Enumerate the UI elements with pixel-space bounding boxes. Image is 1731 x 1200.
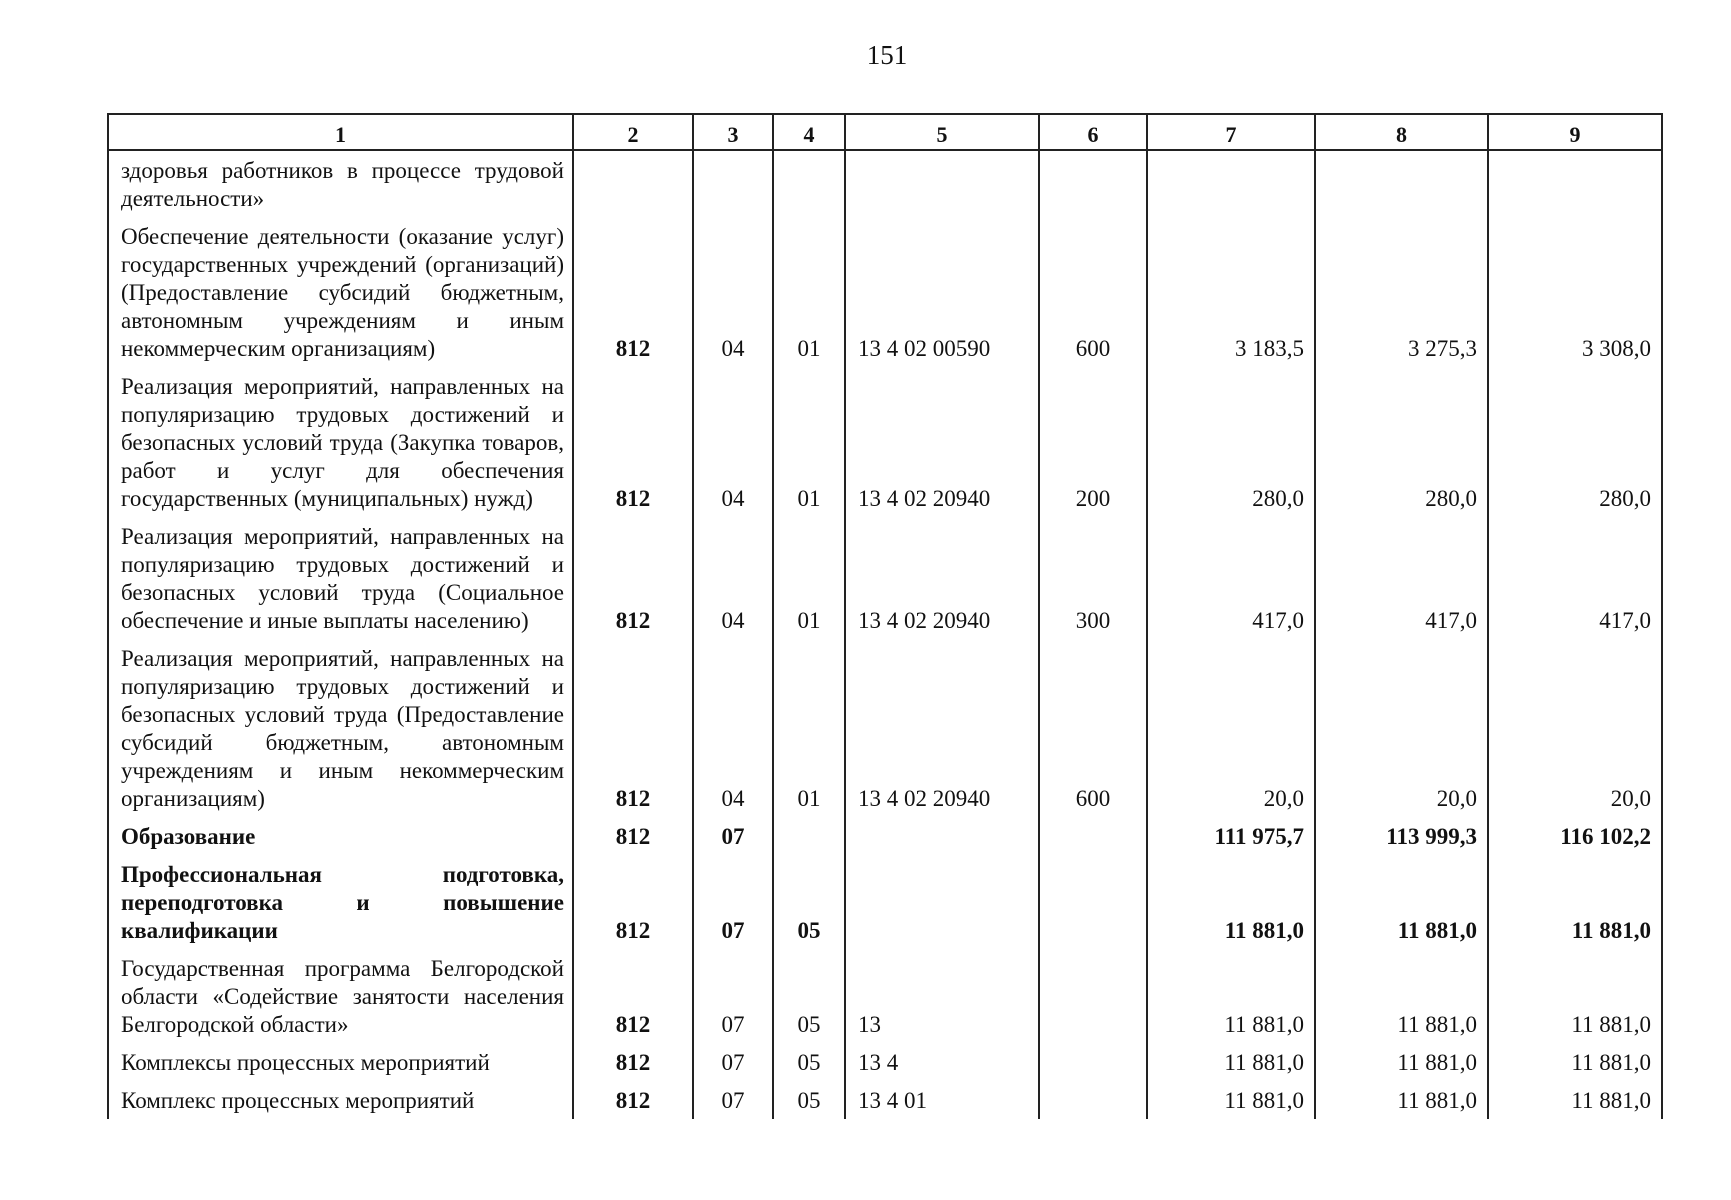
row-description: Комплекс процессных мероприятий bbox=[108, 1081, 573, 1119]
subsection-code: 01 bbox=[773, 217, 845, 367]
amount-year-1: 11 881,0 bbox=[1147, 855, 1315, 949]
amount-year-1: 11 881,0 bbox=[1147, 1043, 1315, 1081]
subsection-code: 01 bbox=[773, 367, 845, 517]
amount-year-3: 11 881,0 bbox=[1488, 1043, 1662, 1081]
amount-year-3: 11 881,0 bbox=[1488, 1081, 1662, 1119]
section-code: 04 bbox=[693, 217, 773, 367]
row-description: Реализация мероприятий, направленных на популяризацию трудовых достижений и безопасных условий труда (Социальное обеспечение и иные выплаты населению) bbox=[108, 517, 573, 639]
target-article-code: 13 4 01 bbox=[845, 1081, 1039, 1119]
row-description: Профессиональная подготовка, переподготовка и повышение квалификации bbox=[108, 855, 573, 949]
amount-year-2: 3 275,3 bbox=[1315, 217, 1488, 367]
amount-year-2: 11 881,0 bbox=[1315, 1043, 1488, 1081]
col-header-8: 8 bbox=[1315, 114, 1488, 150]
amount-year-2: 417,0 bbox=[1315, 517, 1488, 639]
col-header-6: 6 bbox=[1039, 114, 1147, 150]
col-header-1: 1 bbox=[108, 114, 573, 150]
target-article-code: 13 4 02 20940 bbox=[845, 367, 1039, 517]
chapter-code: 812 bbox=[573, 517, 693, 639]
amount-year-3: 3 308,0 bbox=[1488, 217, 1662, 367]
section-code: 04 bbox=[693, 367, 773, 517]
subsection-code: 05 bbox=[773, 1043, 845, 1081]
section-code: 07 bbox=[693, 817, 773, 855]
amount-year-3: 116 102,2 bbox=[1488, 817, 1662, 855]
section-code: 04 bbox=[693, 517, 773, 639]
expense-type-code bbox=[1039, 817, 1147, 855]
amount-year-3: 280,0 bbox=[1488, 367, 1662, 517]
amount-year-3: 11 881,0 bbox=[1488, 949, 1662, 1043]
chapter-code bbox=[573, 150, 693, 217]
amount-year-3: 417,0 bbox=[1488, 517, 1662, 639]
amount-year-1: 111 975,7 bbox=[1147, 817, 1315, 855]
chapter-code: 812 bbox=[573, 367, 693, 517]
expense-type-code bbox=[1039, 150, 1147, 217]
expense-type-code bbox=[1039, 1081, 1147, 1119]
row-description: Образование bbox=[108, 817, 573, 855]
target-article-code bbox=[845, 855, 1039, 949]
amount-year-3 bbox=[1488, 150, 1662, 217]
target-article-code: 13 4 02 20940 bbox=[845, 517, 1039, 639]
table-row bbox=[108, 217, 1662, 367]
chapter-code: 812 bbox=[573, 1081, 693, 1119]
col-header-7: 7 bbox=[1147, 114, 1315, 150]
expense-type-code bbox=[1039, 949, 1147, 1043]
amount-year-1: 280,0 bbox=[1147, 367, 1315, 517]
header-row bbox=[108, 114, 1662, 150]
expense-type-code: 600 bbox=[1039, 217, 1147, 367]
subsection-code: 01 bbox=[773, 517, 845, 639]
subsection-code bbox=[773, 150, 845, 217]
budget-table bbox=[107, 113, 1663, 1119]
row-description: Обеспечение деятельности (оказание услуг) государственных учреждений (организаций) (Предоставление субсидий бюджетным, автономным учреждениям и иным некоммерческим организациям) bbox=[108, 217, 573, 367]
table-row bbox=[108, 367, 1662, 517]
expense-type-code: 200 bbox=[1039, 367, 1147, 517]
table-row bbox=[108, 1081, 1662, 1119]
section-code: 07 bbox=[693, 1081, 773, 1119]
amount-year-1: 3 183,5 bbox=[1147, 217, 1315, 367]
table-row bbox=[108, 150, 1662, 217]
chapter-code: 812 bbox=[573, 949, 693, 1043]
table-row bbox=[108, 817, 1662, 855]
target-article-code: 13 bbox=[845, 949, 1039, 1043]
section-code: 07 bbox=[693, 949, 773, 1043]
amount-year-2 bbox=[1315, 150, 1488, 217]
col-header-9: 9 bbox=[1488, 114, 1662, 150]
row-description: здоровья работников в процессе трудовой деятельности» bbox=[108, 150, 573, 217]
section-code: 07 bbox=[693, 1043, 773, 1081]
expense-type-code bbox=[1039, 1043, 1147, 1081]
col-header-5: 5 bbox=[845, 114, 1039, 150]
col-header-3: 3 bbox=[693, 114, 773, 150]
target-article-code bbox=[845, 150, 1039, 217]
target-article-code: 13 4 02 20940 bbox=[845, 639, 1039, 817]
subsection-code: 05 bbox=[773, 949, 845, 1043]
table-row bbox=[108, 639, 1662, 817]
page-number: 151 bbox=[866, 40, 908, 70]
col-header-2: 2 bbox=[573, 114, 693, 150]
amount-year-3: 11 881,0 bbox=[1488, 855, 1662, 949]
target-article-code bbox=[845, 817, 1039, 855]
target-article-code: 13 4 02 00590 bbox=[845, 217, 1039, 367]
chapter-code: 812 bbox=[573, 217, 693, 367]
col-header-4: 4 bbox=[773, 114, 845, 150]
section-code: 04 bbox=[693, 639, 773, 817]
chapter-code: 812 bbox=[573, 817, 693, 855]
amount-year-2: 280,0 bbox=[1315, 367, 1488, 517]
chapter-code: 812 bbox=[573, 855, 693, 949]
target-article-code: 13 4 bbox=[845, 1043, 1039, 1081]
chapter-code: 812 bbox=[573, 639, 693, 817]
table-row bbox=[108, 949, 1662, 1043]
amount-year-1: 11 881,0 bbox=[1147, 949, 1315, 1043]
table-row bbox=[108, 517, 1662, 639]
amount-year-2: 113 999,3 bbox=[1315, 817, 1488, 855]
amount-year-2: 11 881,0 bbox=[1315, 855, 1488, 949]
subsection-code: 05 bbox=[773, 855, 845, 949]
amount-year-1 bbox=[1147, 150, 1315, 217]
chapter-code: 812 bbox=[573, 1043, 693, 1081]
amount-year-3: 20,0 bbox=[1488, 639, 1662, 817]
row-description: Реализация мероприятий, направленных на популяризацию трудовых достижений и безопасных условий труда (Предоставление субсидий бюджетным, автономным учреждениям и иным некоммерческим организациям) bbox=[108, 639, 573, 817]
expense-type-code bbox=[1039, 855, 1147, 949]
expense-type-code: 600 bbox=[1039, 639, 1147, 817]
subsection-code bbox=[773, 817, 845, 855]
amount-year-2: 11 881,0 bbox=[1315, 1081, 1488, 1119]
section-code: 07 bbox=[693, 855, 773, 949]
row-description: Реализация мероприятий, направленных на популяризацию трудовых достижений и безопасных условий труда (Закупка товаров, работ и услуг для обеспечения государственных (муниципальных) нужд) bbox=[108, 367, 573, 517]
row-description: Государственная программа Белгородской области «Содействие занятости населения Белгородской области» bbox=[108, 949, 573, 1043]
expense-type-code: 300 bbox=[1039, 517, 1147, 639]
amount-year-2: 20,0 bbox=[1315, 639, 1488, 817]
amount-year-1: 417,0 bbox=[1147, 517, 1315, 639]
subsection-code: 01 bbox=[773, 639, 845, 817]
subsection-code: 05 bbox=[773, 1081, 845, 1119]
amount-year-2: 11 881,0 bbox=[1315, 949, 1488, 1043]
amount-year-1: 11 881,0 bbox=[1147, 1081, 1315, 1119]
table-row bbox=[108, 855, 1662, 949]
section-code bbox=[693, 150, 773, 217]
amount-year-1: 20,0 bbox=[1147, 639, 1315, 817]
table-row bbox=[108, 1043, 1662, 1081]
row-description: Комплексы процессных мероприятий bbox=[108, 1043, 573, 1081]
